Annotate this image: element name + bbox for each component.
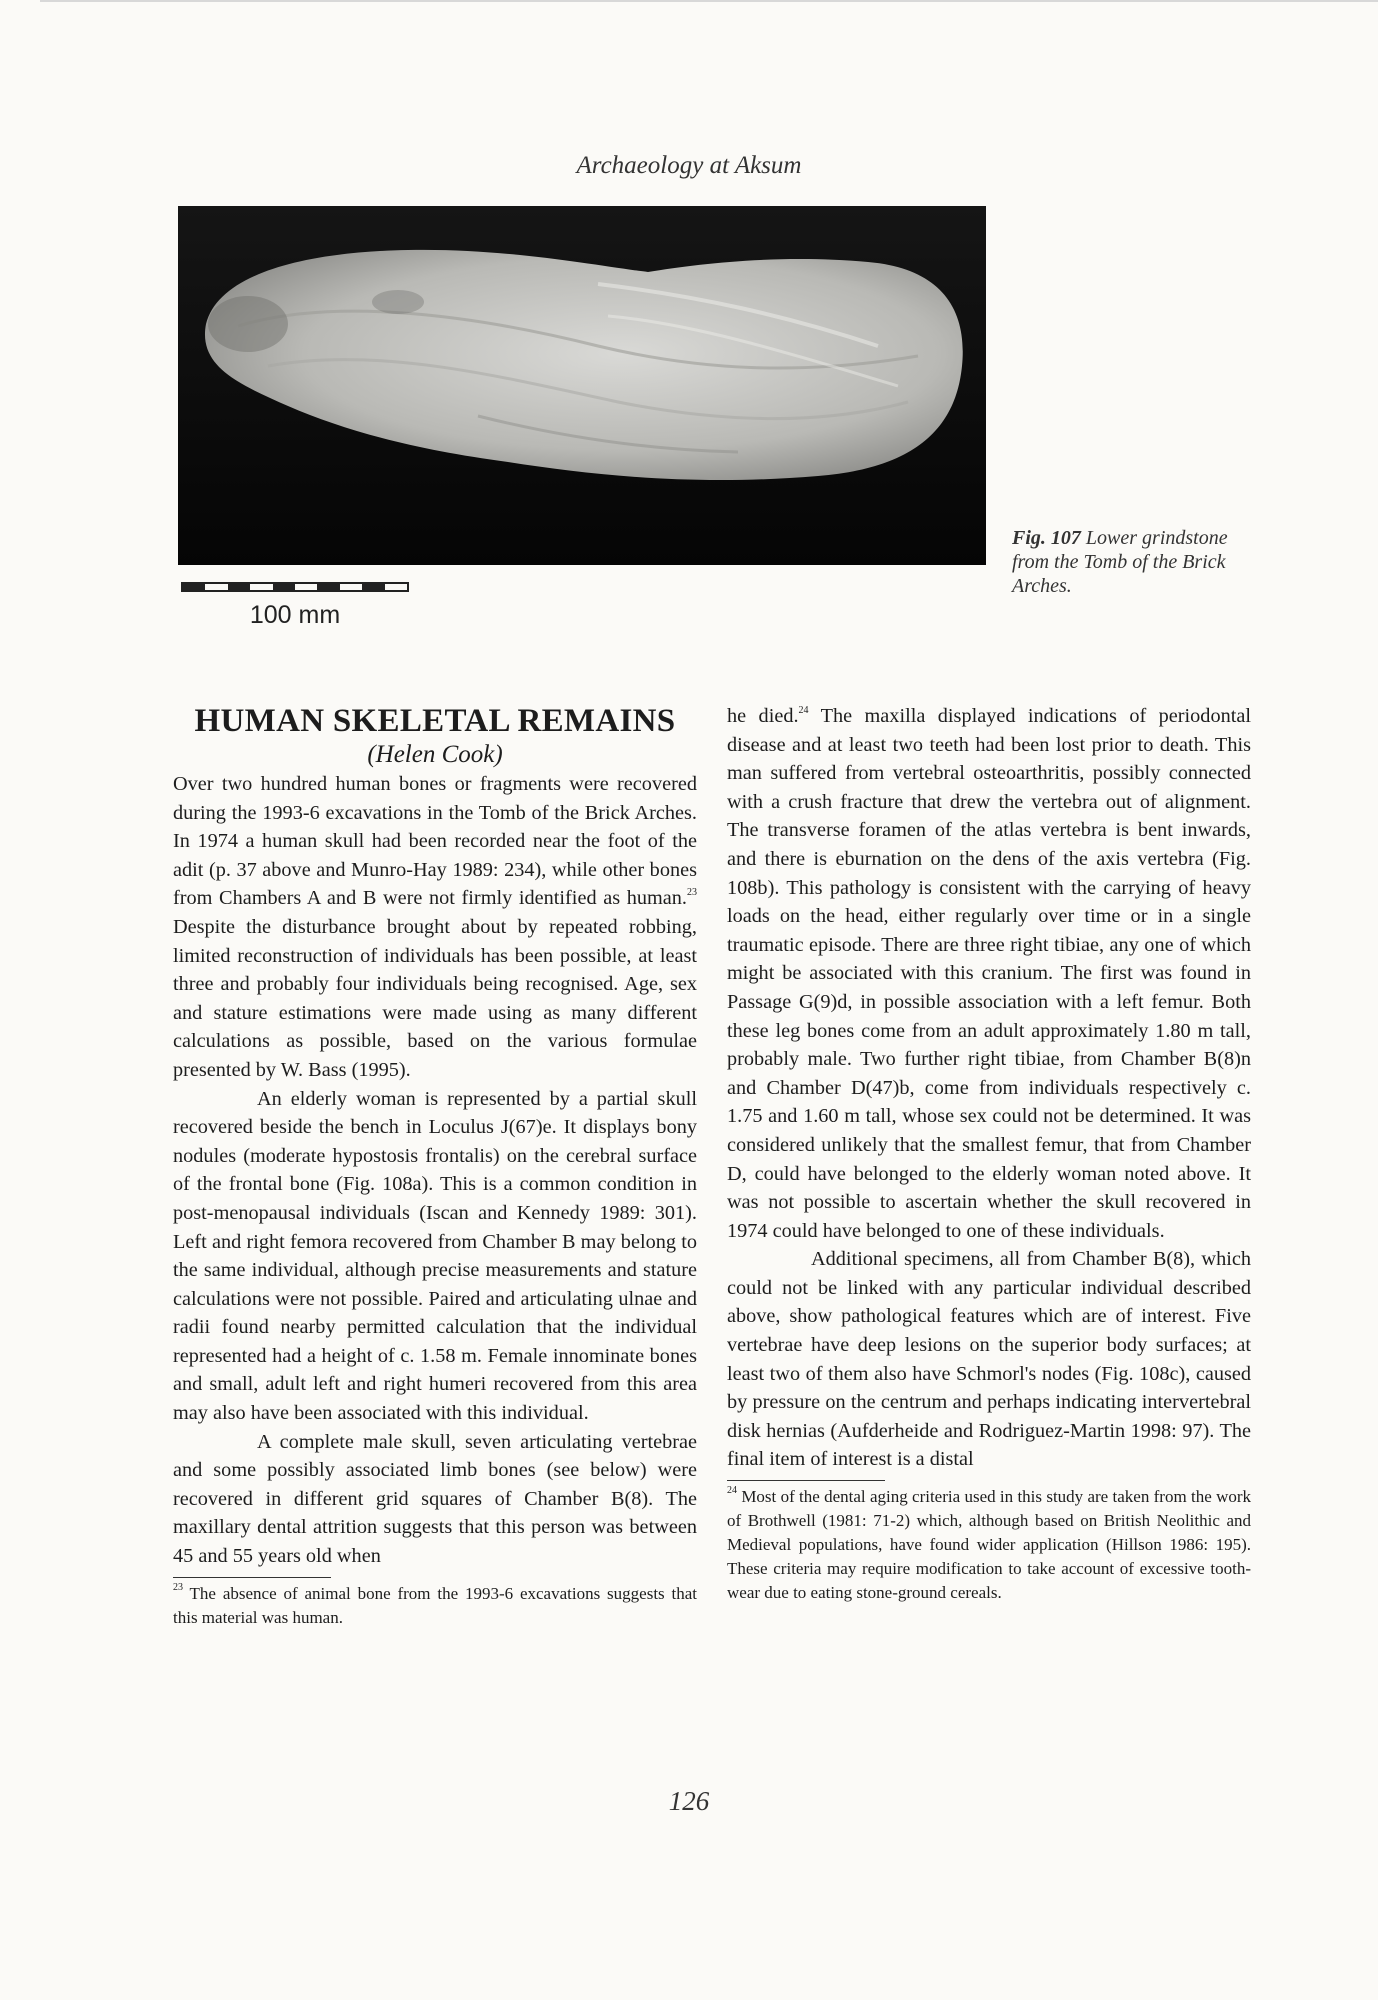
scale-label: 100 mm — [249, 601, 341, 629]
paragraph-1-text-b: Despite the disturbance brought about by repeated robbing, limited reconstruction of individuals has been possible, at least three and probably four individuals being recognised. Age, sex and stature estimations were made using as many different calculations as possible, based on the various formulae presented by W. Bass (1995). — [173, 915, 697, 1081]
right-column — [727, 702, 1251, 1605]
scale-bar — [181, 582, 409, 592]
footnote-23-text: The absence of animal bone from the 1993-6 excavations suggests that this material was human. — [173, 1583, 697, 1627]
caption-number: Fig. 107 — [1012, 527, 1081, 549]
footnote-mark-24: 24 — [727, 1485, 737, 1497]
footnote-mark-23: 23 — [173, 1581, 183, 1593]
footnote-24-text: Most of the dental aging criteria used in this study are taken from the work of Brothwell (1981: 71-2) which, although based on British Neolithic and Medieval populations, have found wider application (Hillson 1986: 195). These criteria may require modification to take account of excessive tooth-wear due to eating stone-ground cereals. — [727, 1487, 1252, 1603]
section-author: (Helen Cook) — [367, 741, 503, 768]
page-number: 126 — [668, 1786, 710, 1816]
footnote-ref-24: 24 — [798, 705, 809, 716]
caption-text: Lower grindstone from the Tomb of the Brick Arches. — [1012, 527, 1228, 597]
left-column — [173, 702, 697, 1630]
paragraph-3-cont-text-a: he died. — [727, 705, 799, 727]
paragraph-3-continued — [727, 702, 1251, 1245]
footnote-24 — [727, 1485, 1251, 1605]
top-rule — [40, 0, 1378, 2]
footnote-ref-23: 23 — [687, 887, 697, 899]
grindstone-photo — [178, 206, 986, 565]
footnote-rule-left — [173, 1577, 331, 1578]
footnote-rule-right — [727, 1480, 885, 1481]
paragraph-1-text-a: Over two hundred human bones or fragments were recovered during the 1993-6 excavations in the Tomb of the Brick Arches. In 1974 a human skull had been recorded near the foot of the adit (p. 37 above and Munro-Hay 1989: 234), while other bones from Chambers A and B were not firmly identified as human. — [173, 773, 697, 910]
figure-caption — [1012, 526, 1232, 598]
paragraph-4: Additional specimens, all from Chamber B(8), which could not be linked with any particular individual described above, show pathological features which are of interest. Five vertebrae have deep lesions on the superior body surfaces; at least two of them also have Schmorl's nodes (Fig. 108c), caused by pressure on the centrum and perhaps indicating intervertebral disk hernias (Aufderheide and Rodriguez-Martin 1998: 97). The final item of interest is a distal — [727, 1248, 1251, 1471]
running-title: Archaeology at Aksum — [576, 152, 802, 179]
paragraph-1 — [173, 770, 697, 1085]
paragraph-2: An elderly woman is represented by a partial skull recovered beside the bench in Loculus J(67)e. It displays bony nodules (moderate hypostosis frontalis) on the cerebral surface of the frontal bone (Fig. 108a). This is a common condition in post-menopausal individuals (Iscan and Kennedy 1989: 301). Left and right femora recovered from Chamber B may belong to the same individual, although precise measurements and stature calculations were not possible. Paired and articulating ulnae and radii found nearby permitted calculation that the individual represented had a height of c. 1.58 m. Female innominate bones and small, adult left and right humeri recovered from this area may also have been associated with this individual. — [173, 1087, 697, 1425]
section-title: HUMAN SKELETAL REMAINS — [194, 703, 676, 739]
grindstone-image — [178, 206, 986, 565]
paragraph-3-cont-text-b: The maxilla displayed indications of periodontal disease and at least two teeth had been lost prior to death. This man suffered from vertebral osteoarthritis, possibly connected with a crush fracture that drew the vertebra out of alignment. The transverse foramen of the atlas vertebra is bent inwards, and there is eburnation on the dens of the axis vertebra (Fig. 108b). This pathology is consistent with the carrying of heavy loads on the head, either regularly over time or in a single traumatic episode. There are three right tibiae, any one of which might be associated with this cranium. The first was found in Passage G(9)d, in possible association with a left femur. Both these leg bones come from an adult approximately 1.80 m tall, probably male. Two further right tibiae, from Chamber B(8)n and Chamber D(47)b, come from individuals respectively c. 1.75 and 1.60 m tall, whose sex could not be determined. It was considered unlikely that the smallest femur, that from Chamber D, could have belonged to the elderly woman noted above. It was not possible to ascertain whether the skull recovered in 1974 could have belonged to one of these individuals. — [727, 705, 1251, 1242]
paragraph-3: A complete male skull, seven articulating vertebrae and some possibly associated limb bones (see below) were recovered in different grid squares of Chamber B(8). The maxillary dental attrition suggests that this person was between 45 and 55 years old when — [173, 1430, 697, 1568]
footnote-23 — [173, 1582, 697, 1630]
